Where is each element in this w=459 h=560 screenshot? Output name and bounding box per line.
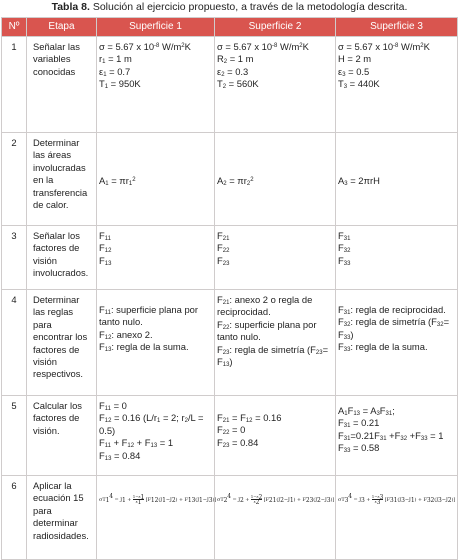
cell-line: $F_{22} = 0$ <box>217 424 246 437</box>
cell-line: $A_1F_{13} = A_3F_{31}$; <box>338 405 395 417</box>
cell-line: $T_1 = 950K$ <box>99 78 141 91</box>
cell-line: $F_{32}$: regla de simetría $(F_{32}= F_{33})$ <box>338 316 450 341</box>
cell-superficie-2 <box>215 290 336 396</box>
cell-line: $F_{23}$ <box>217 254 230 267</box>
cell-line: $F_{11} = 0$ <box>99 400 127 412</box>
row-number: 4 <box>2 290 27 396</box>
cell-superficie-3 <box>336 37 458 133</box>
cell-line: $F_{31}$: regla de reciprocidad. <box>338 304 446 316</box>
cell-superficie-3 <box>336 133 458 226</box>
cell-line: $F_{13} = 0.84$ <box>99 449 141 462</box>
cell-superficie-2 <box>215 133 336 226</box>
cell-line: $F_{22}$ <box>217 242 230 255</box>
cell-line: $F_{31}=0.21F_{31} +F_{32} +F_{33} = 1$ <box>338 429 444 442</box>
row-etapa: Señalar las variables conocidas <box>27 37 97 133</box>
radiosity-equation-2: $\sigma T_2^4 = J_2$ + $\frac{1-\varepsilon_2}{\varepsilon_2} [F_{21}(J_2-J_1) + F_{23}(J_2-J_3)]$ <box>217 493 335 506</box>
cell-superficie-2 <box>215 226 336 290</box>
cell-line: $A_3 = 2\pi rH$ <box>338 174 380 187</box>
cell-line: $\varepsilon_1 = 0.7$ <box>99 65 131 78</box>
cell-line: $F_{12} = 0.16$ ($L/r_1 = 2$; $r_2/L = 0.5$) <box>99 412 204 436</box>
cell-superficie-1 <box>97 37 215 133</box>
cell-line: σ = 5.67 x $10^{-8}$ $W/m^2K$ <box>217 41 309 52</box>
table-row <box>2 133 458 226</box>
row-number: 2 <box>2 133 27 226</box>
row-number: 3 <box>2 226 27 290</box>
row-etapa: Determinar las áreas involucradas en la transferencia de calor. <box>27 133 97 226</box>
row-etapa: Calcular los factores de visión. <box>27 396 97 476</box>
row-etapa: Señalar los factores de visión involucrados. <box>27 226 97 290</box>
cell-line: $F_{33}$: regla de la suma. <box>338 341 428 354</box>
cell-line: $F_{13}$ <box>99 254 112 267</box>
table-row <box>2 290 458 396</box>
row-etapa: Determinar las reglas para encontrar los factores de visión respectivos. <box>27 290 97 396</box>
header-superficie-2: Superficie 2 <box>215 18 336 37</box>
cell-line: $A_1 = \pi r_1^2$ <box>99 174 136 187</box>
row-number: 1 <box>2 37 27 133</box>
cell-line: H = 2 m <box>338 53 372 65</box>
cell-superficie-2 <box>215 396 336 476</box>
cell-line: $F_{21} = F_{12} = 0.16$ <box>217 412 282 424</box>
header-n: Nº <box>2 18 27 37</box>
caption-label: Tabla 8. <box>51 1 90 13</box>
cell-line: $F_{13}$: regla de la suma. <box>99 341 189 354</box>
table-row <box>2 37 458 133</box>
cell-line: $F_{21}$ <box>217 230 230 242</box>
cell-line: $\varepsilon_3 = 0.5$ <box>338 65 370 78</box>
cell-line: σ = 5.67 x $10^{-8}$ $W/m^2K$ <box>338 41 430 52</box>
cell-line: $F_{23} = 0.84$ <box>217 436 259 449</box>
table-caption <box>0 0 459 16</box>
cell-line: $F_{31} = 0.21$ <box>338 417 380 430</box>
cell-line: $\varepsilon_2 = 0.3$ <box>217 65 249 78</box>
cell-line: $F_{12}$ <box>99 242 112 255</box>
cell-line: $T_2 = 560K$ <box>217 78 259 91</box>
cell-line: $F_{33} = 0.58$ <box>338 442 380 455</box>
header-etapa: Etapa <box>27 18 97 37</box>
cell-line: $r_1 = 1$ m <box>99 53 132 66</box>
cell-superficie-2 <box>215 37 336 133</box>
header-superficie-1: Superficie 1 <box>97 18 215 37</box>
cell-superficie-1 <box>97 226 215 290</box>
table-row <box>2 396 458 476</box>
cell-line: $F_{23}$: regla de simetría $(F_{23}= F_{13})$ <box>217 343 329 369</box>
cell-line: $F_{31}$ <box>338 230 351 242</box>
solution-table <box>1 17 458 560</box>
cell-superficie-3 <box>336 396 458 476</box>
cell-line: $F_{22}$: superficie plana por tanto nulo. <box>217 318 317 343</box>
cell-line: $F_{11} + F_{12} + F_{13} = 1$ <box>99 437 174 450</box>
radiosity-equation-1: $\sigma T_1^4 = J_1$ + $\frac{1-\varepsilon_1}{\varepsilon_1} [F_{12}(J_1-J_2) + F_{13}(J_1-J_3)]$ <box>99 493 217 506</box>
row-number: 6 <box>2 476 27 560</box>
cell-line: $A_2 = \pi r_2^2$ <box>217 174 254 187</box>
cell-line: $F_{11}$ <box>99 230 111 242</box>
header-row <box>2 18 458 37</box>
radiosity-equation-3: $\sigma T_3^4 = J_3$ + $\frac{1-\varepsilon_3}{\varepsilon_3} [F_{31}(J_3-J_1) + F_{32}(J_3-J_2)]$ <box>338 493 456 506</box>
header-superficie-3: Superficie 3 <box>336 18 458 37</box>
cell-line: $F_{11}$: superficie plana por tanto nulo. <box>99 304 198 328</box>
cell-superficie-3 <box>336 290 458 396</box>
cell-superficie-1 <box>97 290 215 396</box>
cell-superficie-1 <box>97 133 215 226</box>
cell-line: $F_{33}$ <box>338 254 351 267</box>
cell-superficie-1 <box>97 396 215 476</box>
row-etapa: Aplicar la ecuación 15 para determinar radiosidades. <box>27 476 97 560</box>
cell-superficie-3 <box>336 226 458 290</box>
cell-line: σ = 5.67 x $10^{-8}$ $W/m^2K$ <box>99 41 191 52</box>
cell-line: $T_3 = 440K$ <box>338 78 380 91</box>
cell-line: $F_{12}$: anexo 2. <box>99 328 153 341</box>
cell-line: $F_{32}$ <box>338 242 351 255</box>
caption-text: Solución al ejercicio propuesto, a través de la metodología descrita. <box>92 1 408 13</box>
cell-line: $R_2 = 1$ m <box>217 53 254 66</box>
row-number: 5 <box>2 396 27 476</box>
table-row <box>2 226 458 290</box>
cell-line: $F_{21}$: anexo 2 o regla de reciprocidad. <box>217 294 313 318</box>
